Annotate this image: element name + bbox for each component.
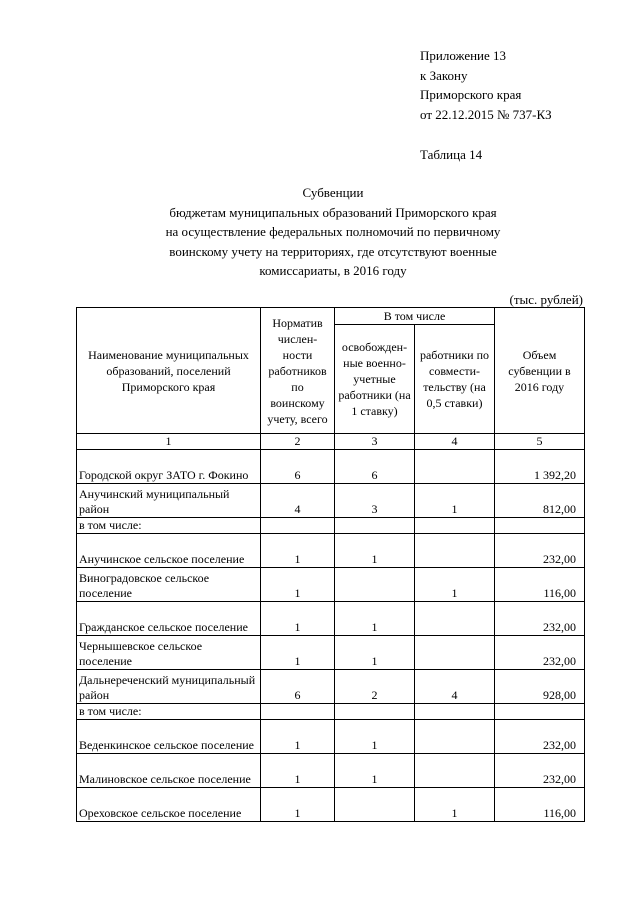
header-number: 1 [77, 434, 261, 450]
row-amount [495, 518, 585, 534]
row-name: Виноградовское сельское поселение [77, 568, 261, 602]
table-row [77, 704, 585, 720]
row-released [335, 518, 415, 534]
header-number: 5 [495, 434, 585, 450]
table-row [77, 788, 585, 822]
row-total [261, 518, 335, 534]
row-name: Веденкинское сельское поселение [77, 720, 261, 754]
row-amount: 928,00 [495, 670, 585, 704]
title-line: воинскому учету на территориях, где отсутствуют военные [169, 243, 497, 259]
document-title [100, 183, 566, 281]
subvention-table [76, 307, 585, 822]
header-name: Наименование муниципальных образований, поселений Приморского края [77, 308, 261, 434]
row-part-time [415, 602, 495, 636]
header-number: 4 [415, 434, 495, 450]
title-line: Субвенции [302, 185, 364, 200]
row-name: Чернышевское сельское поселение [77, 636, 261, 670]
row-name: Малиновское сельское поселение [77, 754, 261, 788]
row-total: 1 [261, 534, 335, 568]
row-released: 3 [335, 484, 415, 518]
row-released: 1 [335, 534, 415, 568]
row-name: Ореховское сельское поселение [77, 788, 261, 822]
row-released: 1 [335, 720, 415, 754]
row-name: Гражданское сельское поселение [77, 602, 261, 636]
row-released: 1 [335, 636, 415, 670]
row-amount: 232,00 [495, 534, 585, 568]
appendix-line: от 22.12.2015 № 737-КЗ [420, 106, 552, 122]
appendix-block [420, 46, 552, 124]
row-part-time [415, 450, 495, 484]
row-total: 6 [261, 670, 335, 704]
table-row [77, 754, 585, 788]
row-released [335, 788, 415, 822]
row-name: Анучинский муниципальный район [77, 484, 261, 518]
appendix-line: Приморского края [420, 87, 522, 102]
table-row [77, 636, 585, 670]
units-label: (тыс. рублей) [509, 292, 583, 307]
table-row [77, 450, 585, 484]
row-part-time [415, 720, 495, 754]
row-amount: 232,00 [495, 720, 585, 754]
row-part-time [415, 704, 495, 720]
appendix-line: к Закону [420, 67, 468, 83]
row-name: в том числе: [77, 704, 261, 720]
row-amount: 232,00 [495, 602, 585, 636]
row-amount: 116,00 [495, 788, 585, 822]
title-line: на осуществление федеральных полномочий по первичному [165, 224, 501, 239]
row-total: 1 [261, 788, 335, 822]
row-name: Дальнереченский муниципальный район [77, 670, 261, 704]
row-total: 6 [261, 450, 335, 484]
row-name: Анучинское сельское поселение [77, 534, 261, 568]
row-total: 1 [261, 636, 335, 670]
appendix-line: Приложение 13 [420, 48, 507, 63]
header-group: В том числе [335, 308, 495, 325]
row-part-time [415, 518, 495, 534]
header-released: освобожден-ные военно-учетные работники (на 1 ставку) [335, 325, 415, 434]
table-label: Таблица 14 [420, 147, 483, 162]
row-part-time: 1 [415, 484, 495, 518]
row-released [335, 568, 415, 602]
row-total: 1 [261, 602, 335, 636]
header-amount: Объем субвенции в 2016 году [495, 308, 585, 434]
row-amount [495, 704, 585, 720]
header-part-time: работники по совмести-тельству (на 0,5 ставки) [415, 325, 495, 434]
row-name: в том числе: [77, 518, 261, 534]
row-total: 1 [261, 568, 335, 602]
header-total: Норматив числен-ности работников по воинскому учету, всего [261, 308, 335, 434]
table-row [77, 720, 585, 754]
row-released [335, 704, 415, 720]
row-total: 1 [261, 720, 335, 754]
row-amount: 116,00 [495, 568, 585, 602]
header-number: 3 [335, 434, 415, 450]
row-amount: 232,00 [495, 754, 585, 788]
table-row [77, 484, 585, 518]
row-amount: 1 392,20 [495, 450, 585, 484]
row-total: 4 [261, 484, 335, 518]
row-name: Городской округ ЗАТО г. Фокино [77, 450, 261, 484]
row-part-time [415, 534, 495, 568]
row-amount: 232,00 [495, 636, 585, 670]
title-line: бюджетам муниципальных образований Приморского края [169, 204, 497, 220]
row-part-time: 1 [415, 788, 495, 822]
row-part-time: 1 [415, 568, 495, 602]
row-released: 1 [335, 602, 415, 636]
subvention-table-wrap [76, 307, 585, 822]
table-row [77, 534, 585, 568]
table-row [77, 670, 585, 704]
row-part-time [415, 754, 495, 788]
row-total: 1 [261, 754, 335, 788]
header-number: 2 [261, 434, 335, 450]
table-row [77, 602, 585, 636]
row-released: 2 [335, 670, 415, 704]
table-row [77, 518, 585, 534]
row-released: 1 [335, 754, 415, 788]
row-total [261, 704, 335, 720]
row-amount: 812,00 [495, 484, 585, 518]
row-released: 6 [335, 450, 415, 484]
table-row [77, 568, 585, 602]
title-line: комиссариаты, в 2016 году [259, 263, 407, 278]
row-part-time: 4 [415, 670, 495, 704]
row-part-time [415, 636, 495, 670]
